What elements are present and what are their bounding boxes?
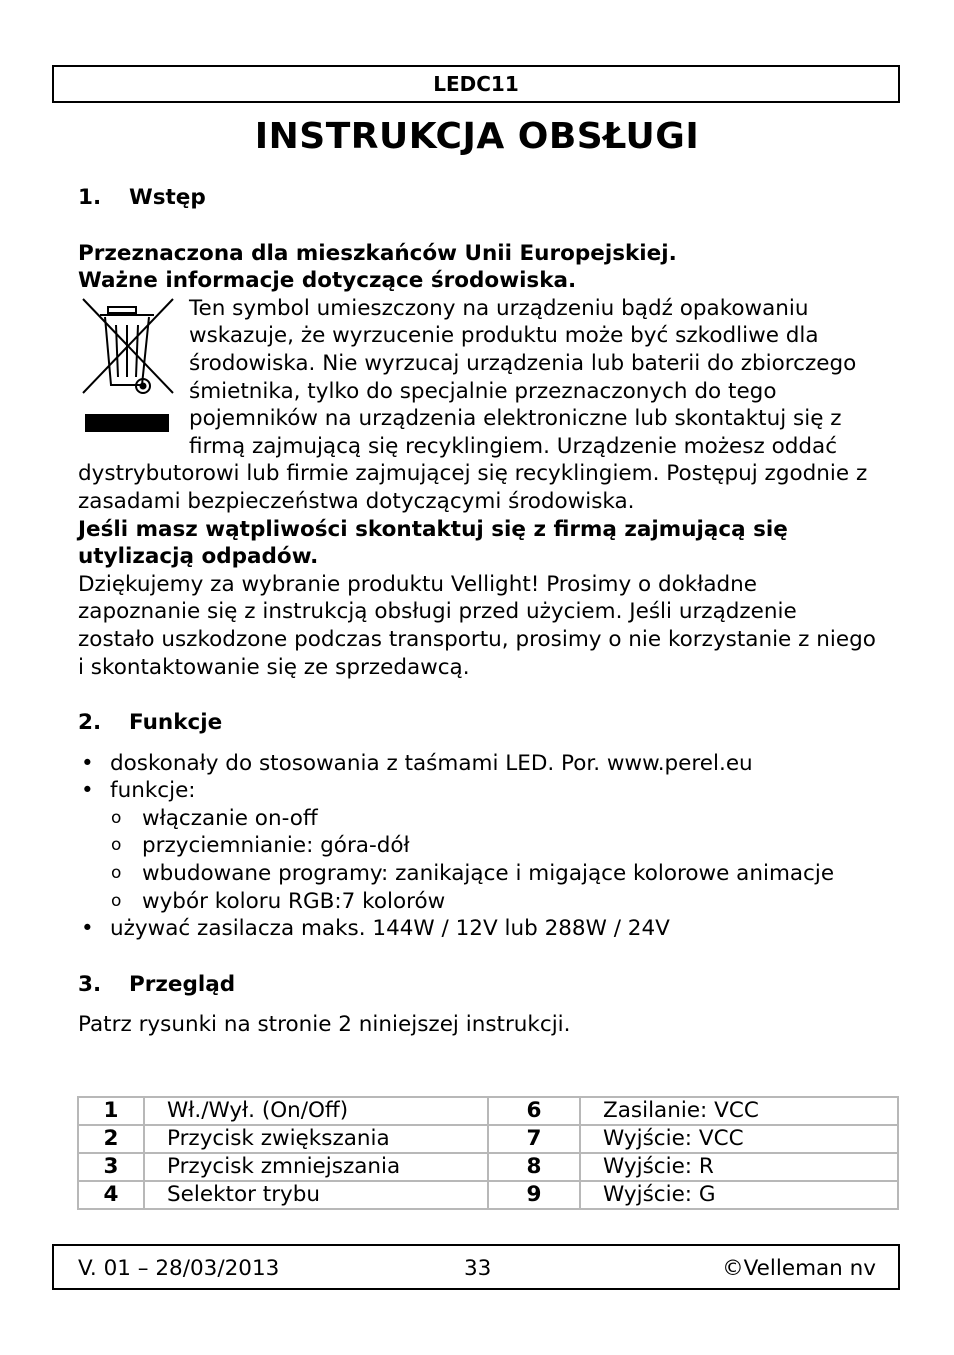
section-title: Wstęp [129,185,206,210]
bullet: • [81,916,94,942]
eu-notice: Przeznaczona dla mieszkańców Unii Europejskiej. [78,240,677,266]
section-number: 2. [78,710,102,736]
part-number: 8 [488,1153,580,1181]
part-label: Wł./Wył. (On/Off) [144,1097,488,1125]
list-item-text: funkcje: [110,778,196,804]
part-label: Przycisk zwiększania [144,1125,488,1153]
part-number: 7 [488,1125,580,1153]
sub-bullet: o [111,863,122,884]
section-title: Funkcje [129,710,223,736]
part-number: 9 [488,1181,580,1209]
sub-list-item [110,888,878,916]
bullet: • [81,750,94,776]
thanks-text: Dziękujemy za wybranie produktu Vellight! Prosimy o dokładne zapoznanie się z instrukcją obsługi przed użyciem. Jeśli urządzenie zostało uszkodzone podczas transportu, prosimy o nie korzystanie z niego i skontaktowanie się ze sprzedawcą. [78,571,876,680]
part-label: Selektor trybu [144,1181,488,1209]
sub-item-text: przyciemnianie: góra-dół [142,833,410,859]
section-1-heading [78,184,878,212]
sub-list-item [110,805,878,833]
section-number: 3. [78,971,102,997]
env-block [78,295,878,516]
part-label: Wyjście: VCC [580,1125,898,1153]
features-list [78,750,878,943]
footer-version: V. 01 – 28/03/2013 [78,1256,280,1281]
part-label: Przycisk zmniejszania [144,1153,488,1181]
sub-bullet: o [111,807,122,828]
sub-bullet: o [111,835,122,856]
env-text: Ten symbol umieszczony na urządzeniu bądź opakowaniu wskazuje, że wyrzucenie produktu może być szkodliwe dla środowiska. Nie wyrzucaj urządzenia lub baterii do zbiorczego śmietnika, tylko do specjalnie przeznaczonych do tego pojemników na urządzenia elektroniczne lub skontaktuj się z firmą zajmującą się recyklingiem. Urządzenie możesz oddać dystrybutorowi lub firmie zajmującej się recyklingiem. Postępuj zgodnie z zasadami bezpieczeństwa dotyczącymi środowiska. [78,295,868,514]
crossed-bin-icon [78,295,178,433]
table-row [78,1153,898,1181]
footer-copyright: ©Velleman nv [722,1256,876,1281]
section-number: 1. [78,185,102,210]
part-number: 4 [78,1181,144,1209]
list-item-text: używać zasilacza maks. 144W / 12V lub 288W / 24V [110,916,670,942]
table-row [78,1097,898,1125]
list-item-text: doskonały do stosowania z taśmami LED. Por. www.perel.eu [110,750,753,776]
part-number: 1 [78,1097,144,1125]
overview-intro: Patrz rysunki na stronie 2 niniejszej instrukcji. [78,1012,571,1038]
section-3-heading [78,971,878,999]
bullet: • [81,778,94,804]
content [78,184,878,1039]
header-model-box [52,65,900,103]
table-row [78,1181,898,1209]
list-item [78,915,878,943]
part-label: Zasilanie: VCC [580,1097,898,1125]
part-label: Wyjście: G [580,1181,898,1209]
list-item [78,777,878,915]
sub-list [110,805,878,915]
sub-bullet: o [111,890,122,911]
footer-page-number: 33 [464,1256,492,1281]
weee-bar [85,414,169,432]
sub-item-text: wbudowane programy: zanikające i migające kolorowe animacje [142,861,835,887]
page-title: INSTRUKCJA OBSŁUGI [254,116,700,157]
model-name: LEDC11 [433,72,519,96]
env-heading: Ważne informacje dotyczące środowiska. [78,268,577,294]
part-number: 6 [488,1097,580,1125]
sub-list-item [110,860,878,888]
parts-table [77,1096,899,1210]
footer [52,1244,900,1290]
part-number: 2 [78,1125,144,1153]
env-bold-note: Jeśli masz wątpliwości skontaktuj się z firmą zajmującą się utylizacją odpadów. [78,516,788,570]
list-item [78,750,878,778]
part-label: Wyjście: R [580,1153,898,1181]
section-title: Przegląd [129,971,236,997]
section-2-heading [78,709,878,737]
part-number: 3 [78,1153,144,1181]
sub-item-text: włączanie on-off [142,805,318,831]
table-row [78,1125,898,1153]
sub-list-item [110,832,878,860]
sub-item-text: wybór koloru RGB:7 kolorów [142,888,446,914]
